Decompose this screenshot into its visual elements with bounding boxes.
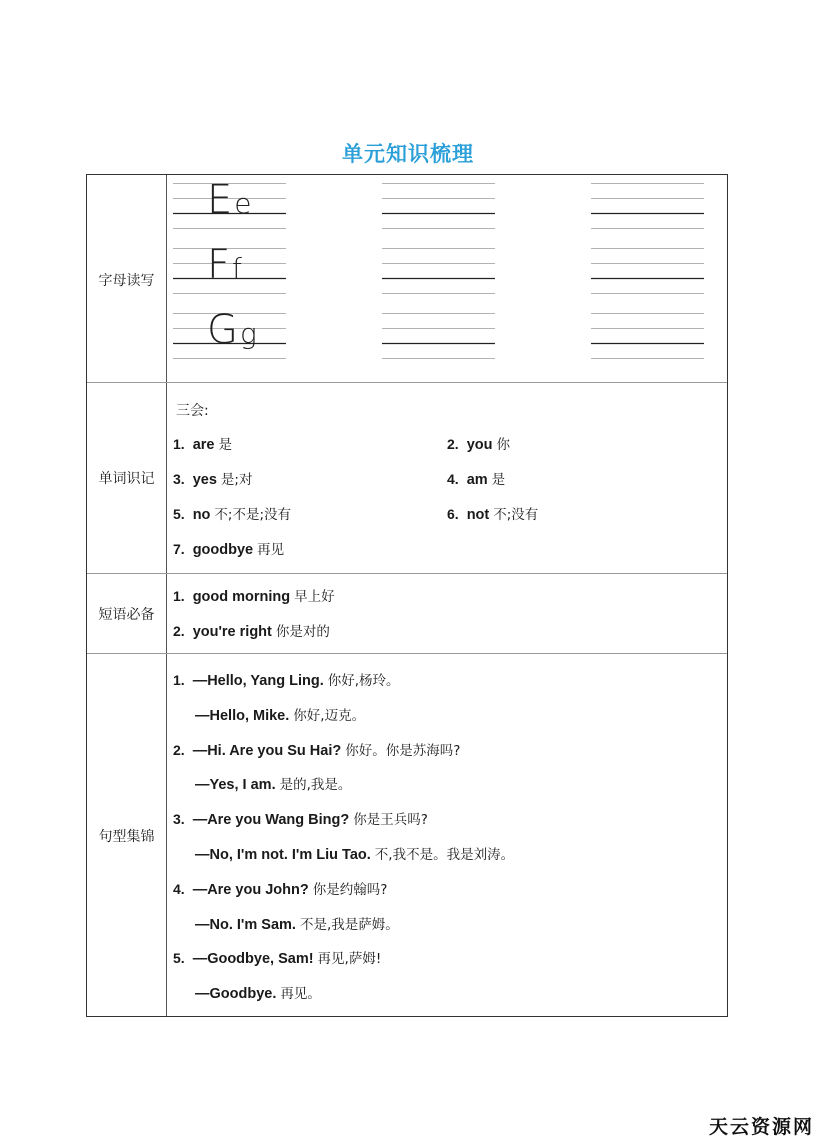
english-text: —Goodbye, Sam! xyxy=(192,951,314,968)
row-divider xyxy=(87,382,727,383)
chinese-text: 再见 xyxy=(257,542,285,558)
item-number: 7. xyxy=(173,541,185,557)
english-text: —Yes, I am. xyxy=(195,777,276,794)
letter-pair: Ff xyxy=(207,242,242,288)
sentence-line xyxy=(195,773,351,793)
english-text: —Hello, Yang Ling. xyxy=(192,673,324,689)
phrase-item xyxy=(173,585,335,605)
row-divider xyxy=(87,653,727,654)
chinese-text: 是的,我是。 xyxy=(279,777,352,794)
chinese-text: 是 xyxy=(218,437,232,453)
letters-label: 字母读写 xyxy=(98,273,155,289)
words-label: 单词识记 xyxy=(98,471,155,487)
chinese-text: 再见。 xyxy=(280,986,321,1003)
english-text: you're right xyxy=(192,624,272,640)
chinese-text: 不,我不是。我是刘涛。 xyxy=(374,847,515,863)
english-text: goodbye xyxy=(192,542,254,558)
item-number: 4. xyxy=(447,471,459,487)
sentences-label: 句型集锦 xyxy=(98,829,155,845)
watermark: 天云资源网 xyxy=(708,1116,814,1138)
sentence-line xyxy=(173,808,428,828)
item-number: 5. xyxy=(173,506,185,522)
chinese-text: 早上好 xyxy=(294,589,335,605)
chinese-text: 不;没有 xyxy=(493,507,539,523)
page-title: 单元知识梳理 xyxy=(342,142,474,166)
item-number: 4. xyxy=(173,880,185,897)
word-item xyxy=(173,433,232,453)
english-text: —Are you John? xyxy=(192,881,309,898)
letter-pair: Gg xyxy=(207,307,257,353)
english-text: —No, I'm not. I'm Liu Tao. xyxy=(195,847,371,863)
item-number: 2. xyxy=(173,741,185,758)
chinese-text: 是 xyxy=(491,472,506,488)
item-number: 1. xyxy=(173,672,185,688)
chinese-text: 是;对 xyxy=(220,472,253,488)
item-number: 3. xyxy=(173,471,185,487)
english-text: —Are you Wang Bing? xyxy=(192,812,350,829)
letter-writing-lines xyxy=(173,183,718,373)
sentence-line xyxy=(173,669,400,689)
word-item xyxy=(173,468,252,488)
phrase-item xyxy=(173,620,330,640)
item-number: 6. xyxy=(447,506,459,522)
words-heading: 三会: xyxy=(176,403,209,419)
chinese-text: 你好,迈克。 xyxy=(293,707,366,724)
english-text: —Goodbye. xyxy=(195,986,277,1003)
phrases-label: 短语必备 xyxy=(98,607,155,623)
chinese-text: 你好。你是苏海吗? xyxy=(345,742,461,759)
item-number: 2. xyxy=(447,436,459,452)
item-number: 1. xyxy=(173,436,185,452)
sentence-line xyxy=(195,982,321,1002)
chinese-text: 你好,杨玲。 xyxy=(327,673,400,689)
english-text: —Hello, Mike. xyxy=(195,707,290,724)
english-text: not xyxy=(466,507,490,523)
chinese-text: 不;不是;没有 xyxy=(214,507,292,523)
sentence-line xyxy=(195,704,365,724)
sentence-line xyxy=(195,843,514,863)
column-divider xyxy=(166,175,167,1016)
english-text: am xyxy=(466,472,488,488)
word-item xyxy=(173,503,291,523)
word-item xyxy=(447,433,510,453)
word-item xyxy=(447,503,538,523)
english-text: yes xyxy=(192,472,217,488)
row-divider xyxy=(87,573,727,574)
item-number: 1. xyxy=(173,588,185,604)
sentence-line xyxy=(173,878,387,898)
chinese-text: 你是对的 xyxy=(275,624,330,640)
chinese-text: 不是,我是萨姆。 xyxy=(299,916,399,933)
knowledge-table xyxy=(86,174,728,1017)
item-number: 3. xyxy=(173,811,185,828)
chinese-text: 你是约翰吗? xyxy=(312,881,388,898)
sentence-line xyxy=(173,739,460,759)
chinese-text: 你是王兵吗? xyxy=(353,812,428,829)
english-text: no xyxy=(192,507,211,523)
item-number: 5. xyxy=(173,950,185,967)
chinese-text: 再见,萨姆! xyxy=(317,951,382,968)
word-item xyxy=(447,468,505,488)
english-text: are xyxy=(192,437,215,453)
chinese-text: 你 xyxy=(496,437,510,453)
english-text: good morning xyxy=(192,589,291,605)
english-text: —Hi. Are you Su Hai? xyxy=(192,742,342,759)
sentence-line xyxy=(195,913,399,933)
sentence-line xyxy=(173,947,381,967)
letter-pair: Ee xyxy=(207,183,252,223)
word-item xyxy=(173,538,284,558)
item-number: 2. xyxy=(173,623,185,639)
english-text: you xyxy=(466,437,493,453)
english-text: —No. I'm Sam. xyxy=(195,916,296,933)
